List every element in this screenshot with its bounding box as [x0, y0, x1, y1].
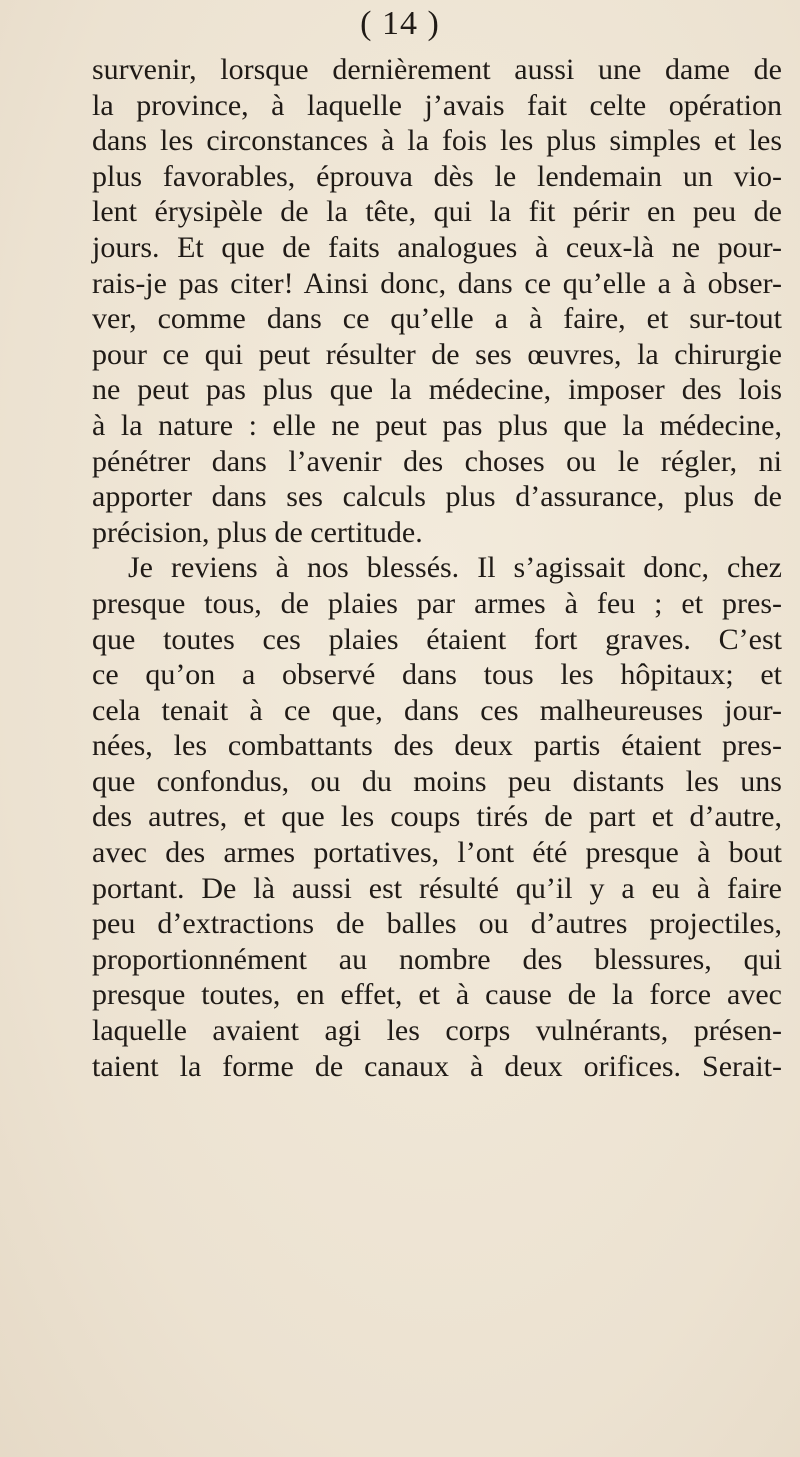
text-line: taient la forme de canaux à deux orifices. Serait- [92, 1049, 782, 1083]
text-line: ce qu’on a observé dans tous les hôpitaux; et [92, 658, 782, 692]
text-line: précision, plus de certitude. [92, 515, 423, 549]
text-line: ver, comme dans ce qu’elle a à faire, et sur-tout [92, 302, 782, 336]
text-line: laquelle avaient agi les corps vulnérants, présen- [92, 1014, 782, 1048]
text-line: rais-je pas citer! Ainsi donc, dans ce qu’elle a à obser- [92, 266, 782, 300]
text-line: pénétrer dans l’avenir des choses ou le régler, ni [92, 444, 782, 478]
text-line: avec des armes portatives, l’ont été presque à bout [92, 836, 782, 870]
body-text [92, 52, 782, 1084]
text-line: survenir, lorsque dernièrement aussi une dame de [92, 53, 782, 86]
text-line: lent érysipèle de la tête, qui la fit périr en peu de [92, 195, 782, 229]
text-line: nées, les combattants des deux partis étaient pres- [92, 729, 782, 763]
text-line: pour ce qui peut résulter de ses œuvres, la chirurgie [92, 337, 782, 371]
page-number: ( 14 ) [360, 5, 440, 42]
text-line: que toutes ces plaies étaient fort graves. C’est [92, 622, 782, 656]
text-line: ne peut pas plus que la médecine, imposer des lois [92, 373, 782, 407]
text-line: proportionnément au nombre des blessures, qui [92, 942, 782, 976]
text-line: portant. De là aussi est résulté qu’il y a eu à faire [92, 871, 782, 905]
text-line: peu d’extractions de balles ou d’autres projectiles, [92, 907, 782, 941]
text-line: presque toutes, en effet, et à cause de la force avec [92, 978, 782, 1012]
text-line: cela tenait à ce que, dans ces malheureuses jour- [92, 693, 782, 727]
text-line: jours. Et que de faits analogues à ceux-là ne pour- [92, 230, 782, 264]
text-line: dans les circonstances à la fois les plus simples et les [92, 124, 782, 158]
text-line: plus favorables, éprouva dès le lendemain un vio- [92, 159, 782, 193]
text-line: à la nature : elle ne peut pas plus que la médecine, [92, 408, 782, 442]
text-line: que confondus, ou du moins peu distants les uns [92, 764, 782, 798]
text-line: la province, à laquelle j’avais fait celte opération [92, 88, 782, 122]
text-line: des autres, et que les coups tirés de part et d’autre, [92, 800, 782, 834]
text-line: Je reviens à nos blessés. Il s’agissait donc, chez [128, 551, 782, 585]
text-line: presque tous, de plaies par armes à feu ; et pres- [92, 586, 782, 620]
text-line: apporter dans ses calculs plus d’assurance, plus de [92, 480, 782, 514]
